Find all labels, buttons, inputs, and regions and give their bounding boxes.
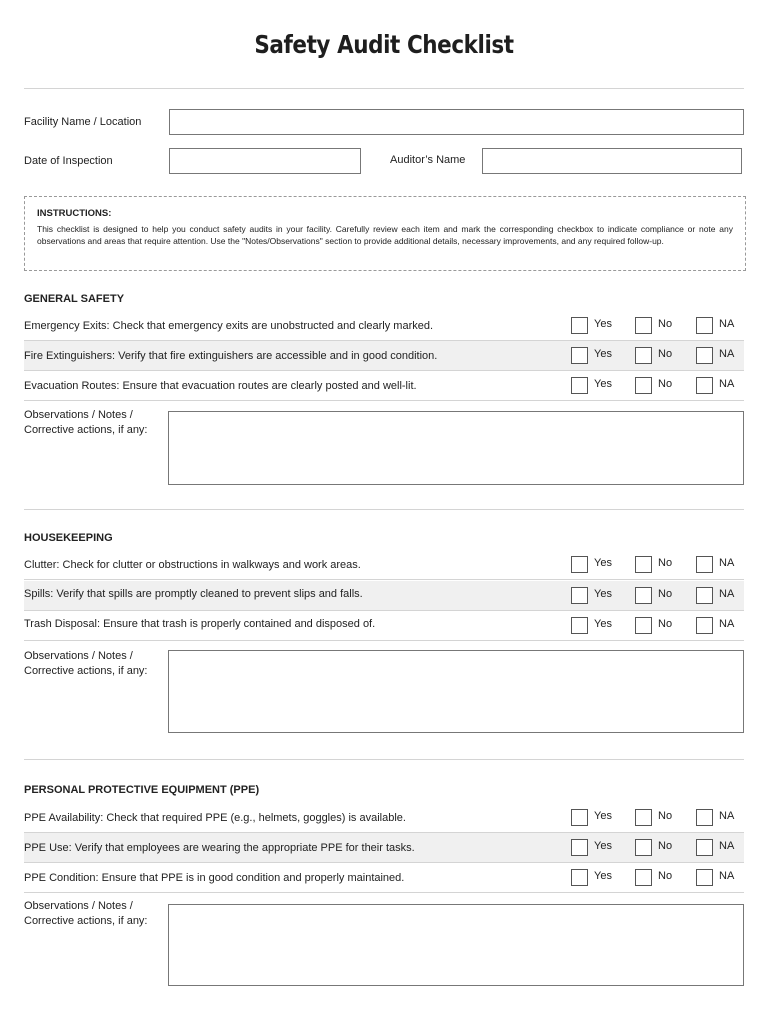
section-heading: HOUSEKEEPING [24,532,113,544]
instructions-box [24,196,746,271]
checkbox[interactable] [635,869,652,886]
page-title: Safety Audit Checklist [254,30,514,59]
checkbox[interactable] [696,556,713,573]
notes-label: Observations / Notes / Corrective actions, if any: [24,409,148,436]
checklist-row: PPE Condition: Ensure that PPE is in good condition and properly maintained. Yes No NA [24,863,744,893]
checkbox[interactable] [635,809,652,826]
item-text: PPE Use: Verify that employees are wearing the appropriate PPE for their tasks. [24,842,415,854]
checklist-row: PPE Availability: Check that required PPE (e.g., helmets, goggles) is available. Yes No NA [24,803,744,833]
checklist-row: Emergency Exits: Check that emergency exits are unobstructed and clearly marked. Yes No NA [24,311,744,341]
notes-textarea[interactable] [168,411,744,485]
checkbox[interactable] [696,347,713,364]
item-text: Evacuation Routes: Ensure that evacuation routes are clearly posted and well-lit. [24,380,417,392]
checkbox[interactable] [635,377,652,394]
checkbox[interactable] [571,869,588,886]
section-heading: PERSONAL PROTECTIVE EQUIPMENT (PPE) [24,784,260,796]
notes-textarea[interactable] [168,650,744,733]
instructions-heading: INSTRUCTIONS: [37,208,112,219]
facility-input[interactable] [169,109,744,135]
checklist-row: Fire Extinguishers: Verify that fire extinguishers are accessible and in good condition. Yes No NA [24,341,744,371]
date-input[interactable] [169,148,361,174]
checklist-row: Evacuation Routes: Ensure that evacuation routes are clearly posted and well-lit. Yes No NA [24,371,744,401]
checklist-row: Spills: Verify that spills are promptly cleaned to prevent slips and falls. Yes No NA [24,581,744,611]
item-text: Clutter: Check for clutter or obstructions in walkways and work areas. [24,559,361,571]
checkbox[interactable] [571,317,588,334]
item-text: Trash Disposal: Ensure that trash is properly contained and disposed of. [24,618,376,630]
checkbox[interactable] [635,617,652,634]
checkbox[interactable] [635,839,652,856]
item-text: Emergency Exits: Check that emergency exits are unobstructed and clearly marked. [24,320,434,332]
row-divider [24,892,744,893]
checkbox[interactable] [571,809,588,826]
checkbox[interactable] [696,587,713,604]
checkbox[interactable] [571,839,588,856]
notes-label: Observations / Notes / Corrective actions, if any: [24,650,148,677]
title-divider [24,88,744,89]
checkbox[interactable] [696,317,713,334]
checkbox[interactable] [696,377,713,394]
section-heading: GENERAL SAFETY [24,293,125,305]
checkbox[interactable] [571,617,588,634]
checkbox[interactable] [571,377,588,394]
checkbox[interactable] [635,556,652,573]
checklist-row: PPE Use: Verify that employees are wearing the appropriate PPE for their tasks. Yes No NA [24,833,744,863]
checkbox[interactable] [571,587,588,604]
checkbox[interactable] [635,317,652,334]
checkbox[interactable] [696,869,713,886]
facility-label: Facility Name / Location [24,116,142,128]
row-divider [24,579,744,580]
checkbox[interactable] [635,347,652,364]
date-label: Date of Inspection [24,155,113,167]
auditor-label: Auditor’s Name [390,154,466,166]
item-text: PPE Condition: Ensure that PPE is in good condition and properly maintained. [24,872,405,884]
checkbox[interactable] [696,839,713,856]
notes-textarea[interactable] [168,904,744,986]
checkbox[interactable] [571,556,588,573]
item-text: Spills: Verify that spills are promptly cleaned to prevent slips and falls. [24,588,363,600]
auditor-input[interactable] [482,148,742,174]
section-divider [24,509,744,510]
row-divider [24,400,744,401]
checklist-row: Trash Disposal: Ensure that trash is properly contained and disposed of. Yes No NA [24,611,744,641]
row-divider [24,640,744,641]
checkbox[interactable] [696,809,713,826]
item-text: PPE Availability: Check that required PPE (e.g., helmets, goggles) is available. [24,812,406,824]
checkbox[interactable] [571,347,588,364]
instructions-body: This checklist is designed to help you conduct safety audits in your facility. Carefully review each item and mark the corresponding checkbox to indicate compliance or note any observations and areas that require attention. Use the "Notes/Observations" section to provide additional details, necessary improvements, and any required follow-up. [37,224,733,246]
section-divider [24,759,744,760]
checkbox[interactable] [635,587,652,604]
notes-label: Observations / Notes / Corrective actions, if any: [24,900,148,927]
checklist-row: Clutter: Check for clutter or obstructions in walkways and work areas. Yes No NA [24,550,744,580]
item-text: Fire Extinguishers: Verify that fire extinguishers are accessible and in good condition. [24,350,438,362]
checkbox[interactable] [696,617,713,634]
